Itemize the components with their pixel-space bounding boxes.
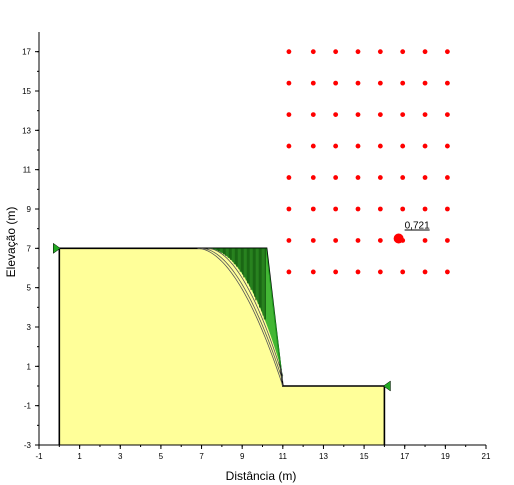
x-tick-label: 7: [199, 452, 204, 461]
grid-center-point: [311, 144, 316, 149]
grid-center-point: [423, 207, 428, 212]
y-tick-label: 9: [26, 205, 31, 214]
grid-center-point: [311, 175, 316, 180]
grid-center-point: [287, 144, 292, 149]
grid-center-point: [311, 49, 316, 54]
grid-center-point: [423, 270, 428, 275]
grid-center-point: [400, 144, 405, 149]
grid-center-point: [445, 238, 450, 243]
grid-center-point: [333, 81, 338, 86]
grid-center-point: [400, 112, 405, 117]
grid-center-point: [423, 112, 428, 117]
grid-center-point: [333, 112, 338, 117]
y-axis-title: Elevação (m): [4, 206, 18, 278]
grid-center-point: [356, 175, 361, 180]
grid-center-point: [333, 270, 338, 275]
x-tick-label: 15: [359, 452, 369, 461]
grid-center-point: [311, 112, 316, 117]
grid-center-point: [378, 49, 383, 54]
factor-of-safety-label: 0,721: [404, 220, 430, 232]
grid-center-point: [400, 175, 405, 180]
y-tick-label: 15: [22, 87, 31, 96]
y-tick-label: 3: [26, 323, 31, 332]
x-tick-label: 3: [118, 452, 123, 461]
grid-center-point: [423, 144, 428, 149]
soil-body: [59, 248, 384, 445]
grid-center-point: [378, 238, 383, 243]
x-tick-label: 17: [400, 452, 410, 461]
grid-center-point: [287, 112, 292, 117]
grid-center-point: [423, 81, 428, 86]
grid-center-point: [356, 144, 361, 149]
grid-center-point: [445, 270, 450, 275]
grid-center-point: [333, 49, 338, 54]
grid-center-point: [378, 81, 383, 86]
grid-center-point: [333, 238, 338, 243]
grid-center-point: [333, 144, 338, 149]
y-tick-label: 5: [26, 283, 31, 293]
grid-center-point: [378, 207, 383, 212]
x-tick-label: 1: [77, 452, 82, 461]
grid-center-point: [356, 270, 361, 275]
grid-center-point: [423, 238, 428, 243]
x-axis-title: Distância (m): [225, 469, 297, 483]
grid-center-point: [356, 81, 361, 86]
y-tick-label: 1: [26, 362, 31, 372]
grid-center-point: [400, 49, 405, 54]
grid-center-point: [287, 207, 292, 212]
grid-center-point: [378, 175, 383, 180]
grid-center-point: [311, 270, 316, 275]
grid-center-point: [333, 175, 338, 180]
grid-center-point: [378, 112, 383, 117]
y-tick-label: -1: [23, 401, 31, 411]
grid-center-point: [378, 144, 383, 149]
grid-center-point: [445, 112, 450, 117]
grid-center-point: [287, 270, 292, 275]
grid-center-point: [356, 207, 361, 212]
grid-center-point: [287, 175, 292, 180]
center-grid-layer: [287, 49, 450, 274]
grid-center-point: [287, 238, 292, 243]
y-tick-label: 17: [22, 47, 31, 57]
x-tick-label: 9: [239, 452, 245, 461]
grid-center-point: [311, 81, 316, 86]
grid-center-point: [356, 112, 361, 117]
critical-center-point: [394, 234, 404, 244]
grid-center-point: [445, 49, 450, 54]
y-tick-label: 7: [26, 244, 31, 254]
x-tick-label: 13: [319, 452, 328, 461]
grid-center-point: [445, 207, 450, 212]
grid-center-point: [423, 175, 428, 180]
grid-center-point: [400, 207, 405, 212]
grid-center-point: [311, 207, 316, 212]
grid-center-point: [423, 49, 428, 54]
grid-center-point: [287, 81, 292, 86]
y-tick-label: 13: [22, 126, 31, 136]
x-tick-label: -1: [35, 452, 43, 461]
x-tick-label: 11: [278, 452, 287, 461]
x-tick-label: 5: [158, 452, 164, 461]
grid-center-point: [311, 238, 316, 243]
soil-layer: [53, 243, 390, 445]
grid-center-point: [356, 238, 361, 243]
grid-center-point: [333, 207, 338, 212]
grid-center-point: [400, 81, 405, 86]
grid-center-point: [378, 270, 383, 275]
x-tick-label: 21: [481, 452, 491, 461]
x-tick-label: 19: [440, 452, 450, 461]
y-tick-label: 11: [22, 165, 31, 175]
grid-center-point: [445, 175, 450, 180]
grid-center-point: [400, 270, 405, 275]
grid-center-point: [356, 49, 361, 54]
grid-center-point: [287, 49, 292, 54]
y-tick-label: -3: [23, 441, 31, 450]
grid-center-point: [445, 144, 450, 149]
grid-center-point: [445, 81, 450, 86]
